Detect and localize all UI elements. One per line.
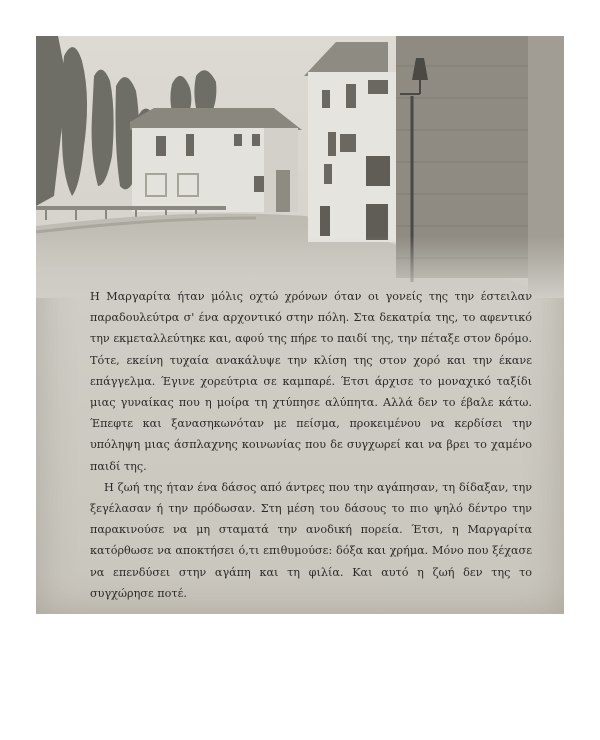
- synopsis-paragraph-2: Η ζωή της ήταν ένα δάσος από άντρες που την αγάπησαν, τη δίδαξαν, την ξεγέλασαν ή την πρόδωσαν. Στη μέση του δάσους το πιο ψηλό δέντρο την παρακινούσε να μη σταματά την ανοδική πορεία. Έτσι, η Μαργαρίτα κατόρθωσε να αποκτήσει ό,τι επιθυμούσε: δόξα και χρήμα. Μόνο που ξέχασε να επενδύσει στην αγάπη και τη φιλία. Και αυτό η ζωή δεν της το συγχώρησε ποτέ.: [90, 480, 532, 600]
- village-street-photo: [36, 36, 564, 298]
- back-cover-scan: [36, 36, 564, 614]
- synopsis-text: [90, 286, 532, 604]
- synopsis-paragraph-1: Η Μαργαρίτα ήταν μόλις οχτώ χρόνων όταν οι γονείς της την έστειλαν παραδουλεύτρα σ' ένα αρχοντικό στην πόλη. Στα δεκατρία της, το αφεντικό την εκμεταλλεύτηκε και, αφού της πήρε το παιδί της, την πέταξε στον δρόμο. Τότε, εκείνη τυχαία ανακάλυψε την κλίση της στον χορό και την έκανε επάγγελμα. Έγινε χορεύτρια σε καμπαρέ. Έτσι άρχισε το μοναχικό ταξίδι μιας γυναίκας που η μοίρα τη χτύπησε αλύπητα. Αλλά δεν το έβαλε κάτω. Έπεφτε και ξανασηκωνόταν με πείσμα, προκειμένου να κερδίσει την υπόληψη μιας άσπλαχνης κοινωνίας που δε συγχωρεί και να βρει το χαμένο παιδί της.: [90, 290, 532, 473]
